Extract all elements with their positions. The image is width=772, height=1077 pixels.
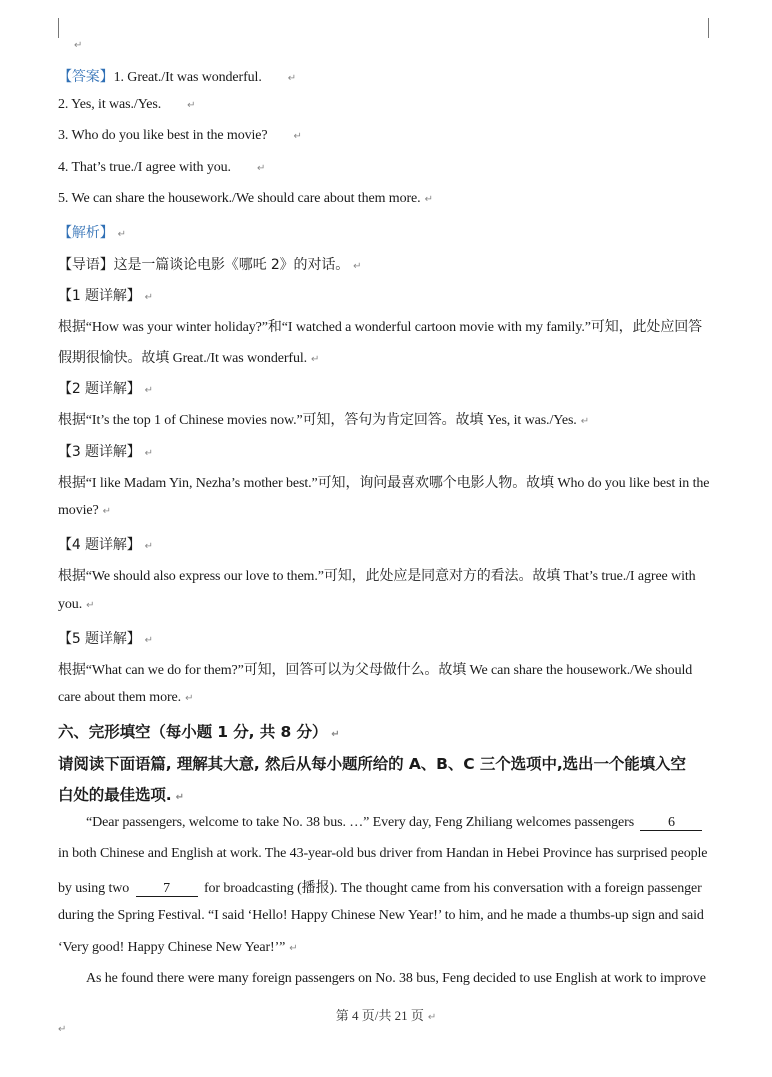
answer-line-1: 【答案】1. Great./It was wonderful. ↵ [58, 69, 297, 85]
analysis-heading: 【解析】 ↵ [58, 225, 126, 241]
detail-1-heading: 【1 题详解】 ↵ [58, 288, 153, 304]
detail-1-line-2: 假期很愉快。故填 Great./It was wonderful. ↵ [58, 351, 320, 366]
section-instruction-line-1: 请阅读下面语篇, 理解其大意, 然后从每小题所给的 A、B、C 三个选项中,选出一个能填入空 [58, 755, 686, 773]
corner-mark-left [58, 18, 59, 38]
guide-line: 【导语】这是一篇谈论电影《哪吒 2》的对话。 ↵ [58, 257, 362, 273]
paragraph-mark-bottom: ↵ [58, 1024, 67, 1035]
guide-text: 【导语】这是一篇谈论电影《哪吒 2》的对话。 [58, 257, 350, 273]
detail-3-heading: 【3 题详解】 ↵ [58, 444, 153, 460]
passage-line-6: As he found there were many foreign passengers on No. 38 bus, Feng decided to use English at work to improve [86, 971, 706, 986]
passage-line-3: by using two 7 for broadcasting (播报). The thought came from his conversation with a foreign passenger [58, 881, 702, 896]
answer-line-3: 3. Who do you like best in the movie? ↵ [58, 128, 302, 143]
corner-mark-right [708, 18, 709, 38]
answer-line-5: 5. We can share the housework./We should care about them more. ↵ [58, 191, 433, 206]
answer-item-1: 1. Great./It was wonderful. [113, 70, 262, 85]
answer-item-3: 3. Who do you like best in the movie? [58, 128, 268, 143]
detail-1-line-1: 根据“How was your winter holiday?”和“I watched a wonderful cartoon movie with my family.”可知，此处应回答 [58, 320, 703, 335]
passage-line-5: ‘Very good! Happy Chinese New Year!’” ↵ [58, 940, 298, 955]
detail-5-heading: 【5 题详解】 ↵ [58, 631, 153, 647]
detail-5-line-1: 根据“What can we do for them?”可知，回答可以为父母做什么。故填 We can share the housework./We should [58, 663, 693, 678]
section-title: 六、完形填空（每小题 1 分, 共 8 分） ↵ [58, 723, 340, 741]
blank-6[interactable]: 6 [640, 816, 702, 831]
answer-item-2: 2. Yes, it was./Yes. [58, 97, 162, 112]
detail-4-heading: 【4 题详解】 ↵ [58, 537, 153, 553]
passage-line-4: during the Spring Festival. “I said ‘Hello! Happy Chinese New Year!’ to him, and he made a thumbs-up sign and said [58, 908, 704, 923]
passage-line-2: in both Chinese and English at work. The 43-year-old bus driver from Handan in Hebei Province has surprised people [58, 846, 708, 861]
answer-item-5: 5. We can share the housework./We should care about them more. [58, 191, 421, 206]
blank-7[interactable]: 7 [136, 882, 198, 897]
detail-3-line-1: 根据“I like Madam Yin, Nezha’s mother best.”可知，询问最喜欢哪个电影人物。故填 Who do you like best in the [58, 476, 710, 491]
page-footer: 第 4 页/共 21 页 ↵ [335, 1008, 437, 1023]
detail-3-line-2: movie? ↵ [58, 503, 111, 518]
detail-2-line-1: 根据“It’s the top 1 of Chinese movies now.”可知，答句为肯定回答。故填 Yes, it was./Yes. ↵ [58, 413, 589, 428]
answer-item-4: 4. That’s true./I agree with you. [58, 160, 231, 175]
detail-4-line-1: 根据“We should also express our love to them.”可知，此处应是同意对方的看法。故填 That’s true./I agree with [58, 569, 696, 584]
answer-line-4: 4. That’s true./I agree with you. ↵ [58, 160, 266, 175]
answer-line-2: 2. Yes, it was./Yes. ↵ [58, 97, 196, 112]
answer-tag: 【答案】 [58, 69, 114, 85]
section-instruction-line-2: 白处的最佳选项. ↵ [58, 786, 184, 804]
detail-5-line-2: care about them more. ↵ [58, 690, 194, 705]
paragraph-mark: ↵ [74, 40, 83, 51]
detail-2-heading: 【2 题详解】 ↵ [58, 381, 153, 397]
detail-4-line-2: you. ↵ [58, 597, 95, 612]
analysis-tag: 【解析】 [58, 225, 114, 241]
passage-line-1: “Dear passengers, welcome to take No. 38 bus. …” Every day, Feng Zhiliang welcomes passengers 6 [86, 815, 702, 831]
